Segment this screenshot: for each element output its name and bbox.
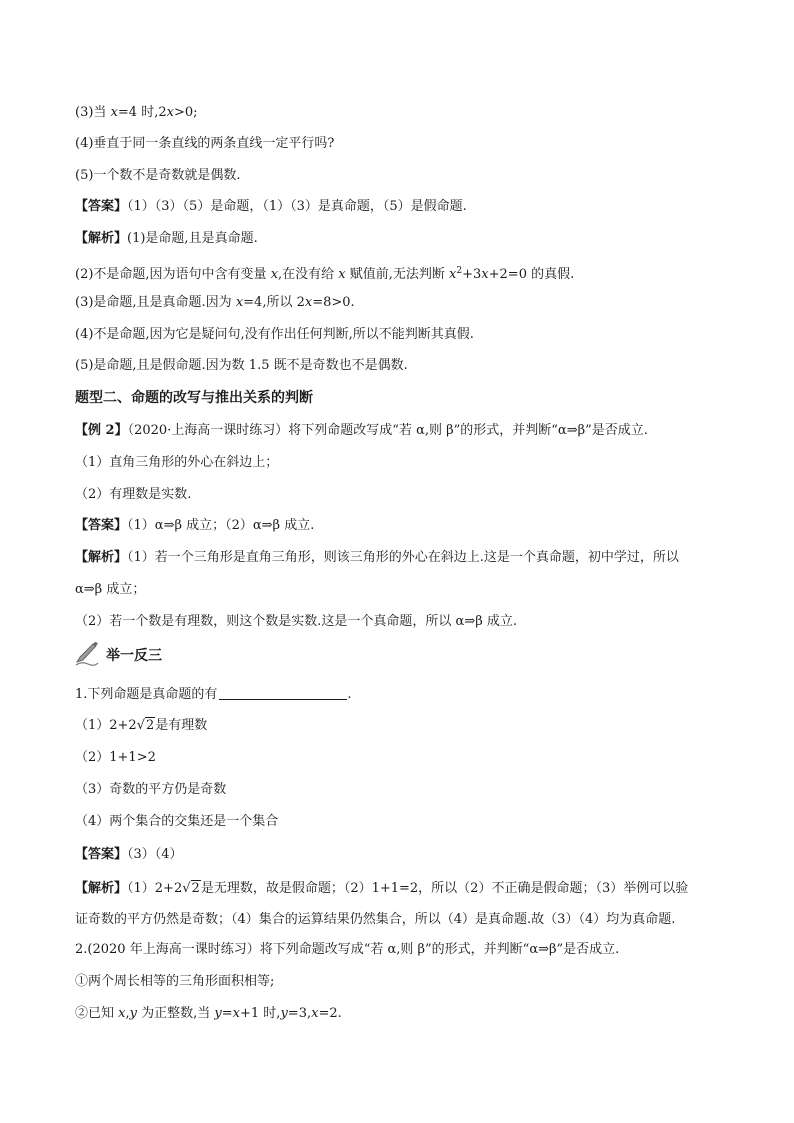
problem1-item4: (4)垂直于同一条直线的两条直线一定平行吗? xyxy=(75,136,335,151)
analysis1-line5: (5)是命题,且是假命题.因为数 1.5 既不是奇数也不是偶数. xyxy=(75,358,408,373)
analysis-label: 【解析】 xyxy=(75,231,128,246)
q2-stem: 2.(2020 年上海高一课时练习）将下列命题改写成“若 α,则 β”的形式，并判断“α⇒β”是否成立. xyxy=(75,942,620,957)
answer-blank[interactable] xyxy=(219,685,347,700)
analysis2-line2: α⇒β 成立； xyxy=(75,582,146,597)
q1-item3: （3）奇数的平方仍是奇数 xyxy=(75,782,227,797)
answer-label: 【答案】 xyxy=(75,847,128,862)
q1-stem: 1.下列命题是真命题的有 . xyxy=(75,687,352,702)
pen-writing-icon xyxy=(74,641,100,667)
analysis2-line3: （2）若一个数是有理数，则这个数是实数.这是一个真命题，所以 α⇒β 成立. xyxy=(75,614,517,629)
q2-item2: ②已知 x,y 为正整数,当 y=x+1 时,y=3,x=2. xyxy=(75,1006,342,1021)
answer2: 【答案】（1）α⇒β 成立；（2）α⇒β 成立. xyxy=(75,518,315,533)
analysis1-line4: (4)不是命题,因为它是疑问句,没有作出任何判断,所以不能判断其真假. xyxy=(75,327,474,342)
q1-answer: 【答案】（3）（4） xyxy=(75,847,183,862)
analysis-label: 【解析】 xyxy=(75,550,128,565)
analysis2-line1: 【解析】（1）若一个三角形是直角三角形，则该三角形的外心在斜边上.这是一个真命题，初中学过，所以 xyxy=(75,550,679,565)
answer-label: 【答案】 xyxy=(75,518,128,533)
q1-analysis-line1: 【解析】（1）2+2√2是无理数，故是假命题；（2）1+1=2，所以（2）不正确是假命题；（3）举例可以验 xyxy=(75,881,689,896)
practice-title: 举一反三 xyxy=(106,648,162,664)
example2-stem: 【例 2】（2020·上海高一课时练习）将下列命题改写成“若 α,则 β”的形式，并判断“α⇒β”是否成立. xyxy=(75,423,648,438)
analysis1-line3: (3)是命题,且是真命题.因为 x=4,所以 2x=8>0. xyxy=(75,295,355,310)
analysis-label: 【解析】 xyxy=(75,881,128,896)
section2-title: 题型二、命题的改写与推出关系的判断 xyxy=(75,390,313,406)
analysis1-line2: (2)不是命题,因为语句中含有变量 x,在没有给 x 赋值前,无法判断 $x^2+3x+2=0$ 的真假. xyxy=(75,266,575,282)
problem1-item3: (3)当 x=4 时,2x>0; xyxy=(75,105,198,120)
q2-item1: ①两个周长相等的三角形面积相等; xyxy=(75,974,275,989)
sqrt-symbol: √2 xyxy=(136,718,155,733)
q1-item1: （1）2+2√2是有理数 xyxy=(75,718,208,733)
answer-label: 【答案】 xyxy=(75,199,128,214)
sqrt-symbol: √2 xyxy=(182,881,200,896)
example-label: 【例 2】 xyxy=(75,423,128,438)
q1-analysis-line2: 证奇数的平方仍然是奇数；（4）集合的运算结果仍然集合，所以（4）是真命题.故（3）（4）均为真命题. xyxy=(75,912,676,927)
example2-item1: （1）直角三角形的外心在斜边上； xyxy=(75,455,279,470)
q1-item2: （2）1+1>2 xyxy=(75,750,156,765)
problem1-item5: (5)一个数不是奇数就是偶数. xyxy=(75,168,241,183)
example2-item2: （2）有理数是实数. xyxy=(75,487,192,502)
analysis1-line1: 【解析】(1)是命题,且是真命题. xyxy=(75,231,258,246)
q1-item4: （4）两个集合的交集还是一个集合 xyxy=(75,814,279,829)
answer1: 【答案】（1）（3）（5）是命题，（1）（3）是真命题，（5）是假命题. xyxy=(75,199,467,214)
